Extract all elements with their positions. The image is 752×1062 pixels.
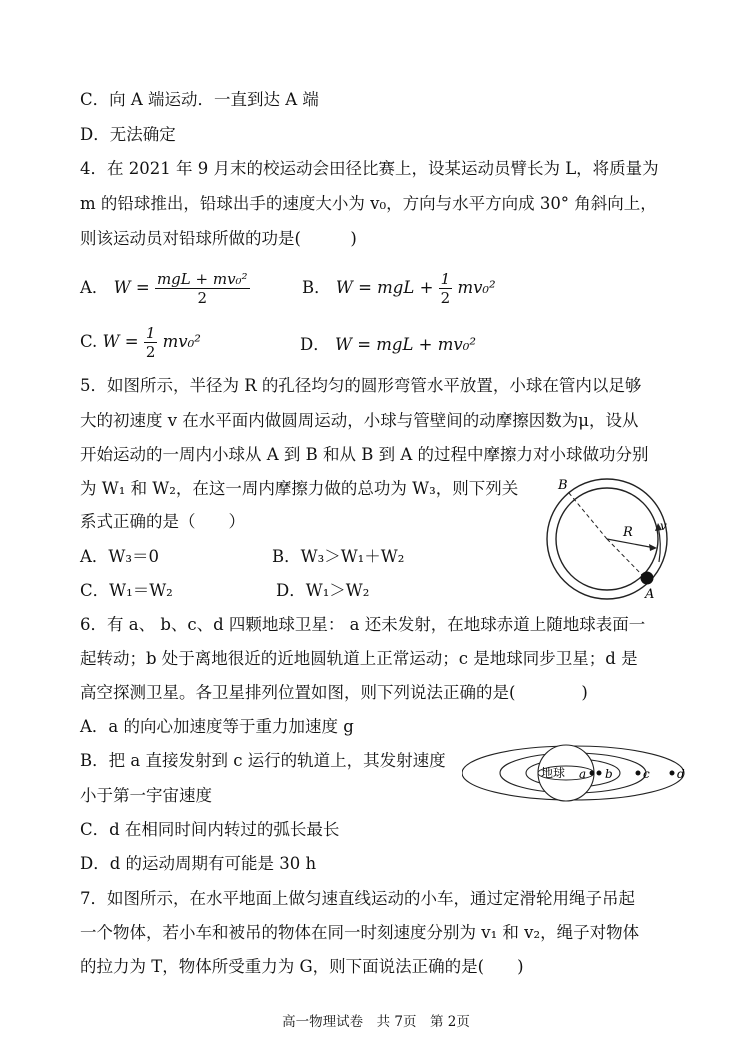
option-formula: W = mgL + [335,278,434,297]
question-6-option-b-1: B．把 a 直接发射到 c 运行的轨道上，其发射速度 [80,751,446,770]
question-5-line-3: 开始运动的一周内小球从 A 到 B 和从 B 到 A 的过程中摩擦力对小球做功分别 [80,445,649,464]
earth-label: 地球 [541,766,566,780]
option-label: B． [302,278,331,297]
question-4-line-2: m 的铅球推出，铅球出手的速度大小为 v₀，方向与水平方向成 30° 角斜向上， [80,194,657,213]
fraction [144,324,158,361]
q4-option-b [302,270,496,307]
q5-option-c: C．W₁＝W₂ [80,581,173,600]
option-c-prev: C．向 A 端运动．一直到达 A 端 [80,90,319,109]
question-6-line-1: 6．有 a、 b、c、d 四颗地球卫星： a 还未发射，在地球赤道上随地球表面一 [80,615,646,634]
ring-tube-figure [538,474,678,604]
numerator: mgL + mv₀² [156,270,248,288]
q4-option-a [80,270,250,307]
denominator: 2 [440,289,451,307]
label-r: R [623,525,633,540]
numerator: 1 [145,324,156,342]
label-d: d [677,767,685,781]
satellite-a [590,771,595,776]
label-v: v [660,519,667,533]
q5-option-a: A．W₃＝0 [80,547,159,566]
option-formula: W = [102,332,139,351]
q5-option-b: B．W₃＞W₁＋W₂ [272,547,405,566]
option-formula: W = mgL + mv₀² [334,335,476,354]
question-6-option-a: A．a 的向心加速度等于重力加速度 g [80,717,354,736]
fraction [439,270,453,307]
q4-option-d [300,334,476,356]
label-a: A [645,587,655,602]
numerator: 1 [440,270,451,288]
question-6-option-d: D．d 的运动周期有可能是 30 h [80,854,317,873]
question-5-line-4: 为 W₁ 和 W₂，在这一周内摩擦力做的总功为 W₃，则下列关 [80,479,519,498]
option-formula-tail: mv₀² [162,332,201,351]
question-6-option-b-2: 小于第一宇宙速度 [80,786,212,805]
satellite-d [670,771,675,776]
question-6-option-c: C．d 在相同时间内转过的弧长最长 [80,820,340,839]
option-label: C. [80,332,98,351]
option-formula: W = [113,278,150,297]
q5-option-d: D．W₁＞W₂ [276,581,370,600]
question-7-line-3: 的拉力为 T，物体所受重力为 G，则下面说法正确的是( ) [80,957,524,976]
page-footer: 高一物理试卷 共 7页 第 2页 [282,1014,470,1030]
ball [641,572,654,585]
satellite-c [636,771,641,776]
denominator: 2 [197,289,208,307]
question-5-line-5: 系式正确的是（ ） [80,512,245,531]
question-6-line-2: 起转动；b 处于离地很近的近地圆轨道上正常运动；c 是地球同步卫星；d 是 [80,649,638,668]
label-a: a [579,767,587,781]
diameter-dashed-line [569,493,607,539]
question-5-line-2: 大的初速度 v 在水平面内做圆周运动，小球与管壁间的动摩擦因数为μ，设从 [80,411,639,430]
label-b: B [558,478,568,493]
satellite-b [597,771,602,776]
denominator: 2 [145,343,156,361]
question-7-line-2: 一个物体，若小车和被吊的物体在同一时刻速度分别为 v₁ 和 v₂，绳子对物体 [80,923,640,942]
radius-arrowhead [649,544,657,551]
label-b: b [605,767,613,781]
question-4-line-1: 4．在 2021 年 9 月末的校运动会田径比赛上，设某运动员臂长为 L，将质量为 [80,159,659,178]
question-6-line-3: 高空探测卫星。各卫星排列位置如图，则下列说法正确的是( ) [80,683,588,702]
question-4-line-3: 则该运动员对铅球所做的功是( ) [80,229,357,248]
question-7-line-1: 7．如图所示，在水平地面上做匀速直线运动的小车，通过定滑轮用绳子吊起 [80,889,635,908]
label-c: c [643,767,650,781]
q4-option-c [80,324,201,361]
satellite-orbits-figure [462,738,702,808]
option-formula-tail: mv₀² [457,278,496,297]
option-d-prev: D．无法确定 [80,125,176,144]
option-label: A． [80,278,109,297]
question-5-line-1: 5．如图所示，半径为 R 的孔径均匀的圆形弯管水平放置，小球在管内以足够 [80,376,642,395]
fraction [155,270,250,307]
option-label: D． [300,335,330,354]
